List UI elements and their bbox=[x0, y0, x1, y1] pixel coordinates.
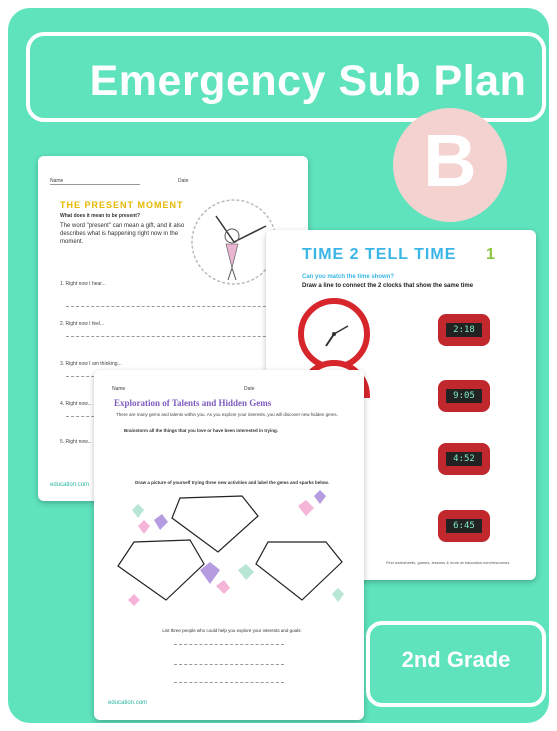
worksheet-hidden-gems bbox=[94, 370, 364, 720]
digital-clock-icon bbox=[438, 443, 490, 475]
answer-line bbox=[174, 664, 284, 665]
present-subheading: What does it mean to be present? bbox=[60, 213, 141, 219]
digital-clock-icon bbox=[438, 510, 490, 542]
answer-line bbox=[66, 306, 296, 307]
cover-title: Emergency Sub Plan bbox=[89, 57, 527, 105]
gems-people-prompt: List three people who could help you explore your interests and goals: bbox=[162, 628, 302, 633]
date-label: Date bbox=[244, 386, 255, 392]
footer-brand: education.com bbox=[108, 700, 148, 706]
answer-line bbox=[174, 682, 284, 683]
name-label: Name bbox=[112, 386, 126, 392]
gems-draw-instruction: Draw a picture of yourself trying three new activities and label the gems and sparks below. bbox=[135, 480, 329, 485]
gems-title: Exploration of Talents and Hidden Gems bbox=[114, 398, 272, 408]
digital-time-3: 4:52 bbox=[446, 452, 482, 466]
digital-clock-icon bbox=[438, 314, 490, 346]
digital-time-2: 9:05 bbox=[446, 389, 482, 403]
time-title-number: 1 bbox=[486, 246, 495, 263]
time-subtitle: Can you match the time shown? bbox=[302, 274, 395, 280]
question-4: 4. Right now... bbox=[60, 401, 92, 407]
question-3: 3. Right now I am thinking... bbox=[60, 361, 122, 367]
time-title: TIME 2 TELL TIME bbox=[302, 246, 457, 263]
badge-letter: B bbox=[423, 119, 477, 202]
answer-line bbox=[174, 644, 284, 645]
gems-intro: There are many gems and talents within you. As you explore your interests, you will discover new hidden gems. bbox=[116, 412, 338, 417]
time-instruction: Draw a line to connect the 2 clocks that show the same time bbox=[302, 283, 474, 289]
digital-time-4: 6:45 bbox=[446, 519, 482, 533]
date-label: Date bbox=[178, 178, 189, 184]
question-2: 2. Right now I feel... bbox=[60, 321, 105, 327]
digital-clock-icon bbox=[438, 380, 490, 412]
question-5: 5. Right now... bbox=[60, 439, 92, 445]
plan-letter-badge bbox=[393, 108, 507, 222]
gems-prompt: Brainstorm all the things that you love or have been interested in trying. bbox=[124, 428, 279, 433]
gems-drawing-area bbox=[108, 490, 358, 620]
name-label: Name bbox=[50, 178, 64, 184]
present-body: The word "present" can mean a gift, and it also describes what is happening right now in the moment. bbox=[60, 223, 185, 245]
grade-label: 2nd Grade bbox=[401, 647, 511, 672]
grade-label-box bbox=[366, 621, 546, 707]
footer-brand: education.com bbox=[50, 482, 90, 488]
cover-background bbox=[8, 8, 549, 723]
title-banner bbox=[26, 32, 546, 122]
present-heading: THE PRESENT MOMENT bbox=[60, 200, 184, 210]
time-footer: Find worksheets, games, lessons & more at education.com/resources bbox=[386, 560, 510, 565]
digital-time-1: 2:18 bbox=[446, 323, 482, 337]
name-line bbox=[50, 184, 140, 185]
answer-line bbox=[66, 336, 296, 337]
question-1: 1. Right now I hear... bbox=[60, 281, 106, 287]
